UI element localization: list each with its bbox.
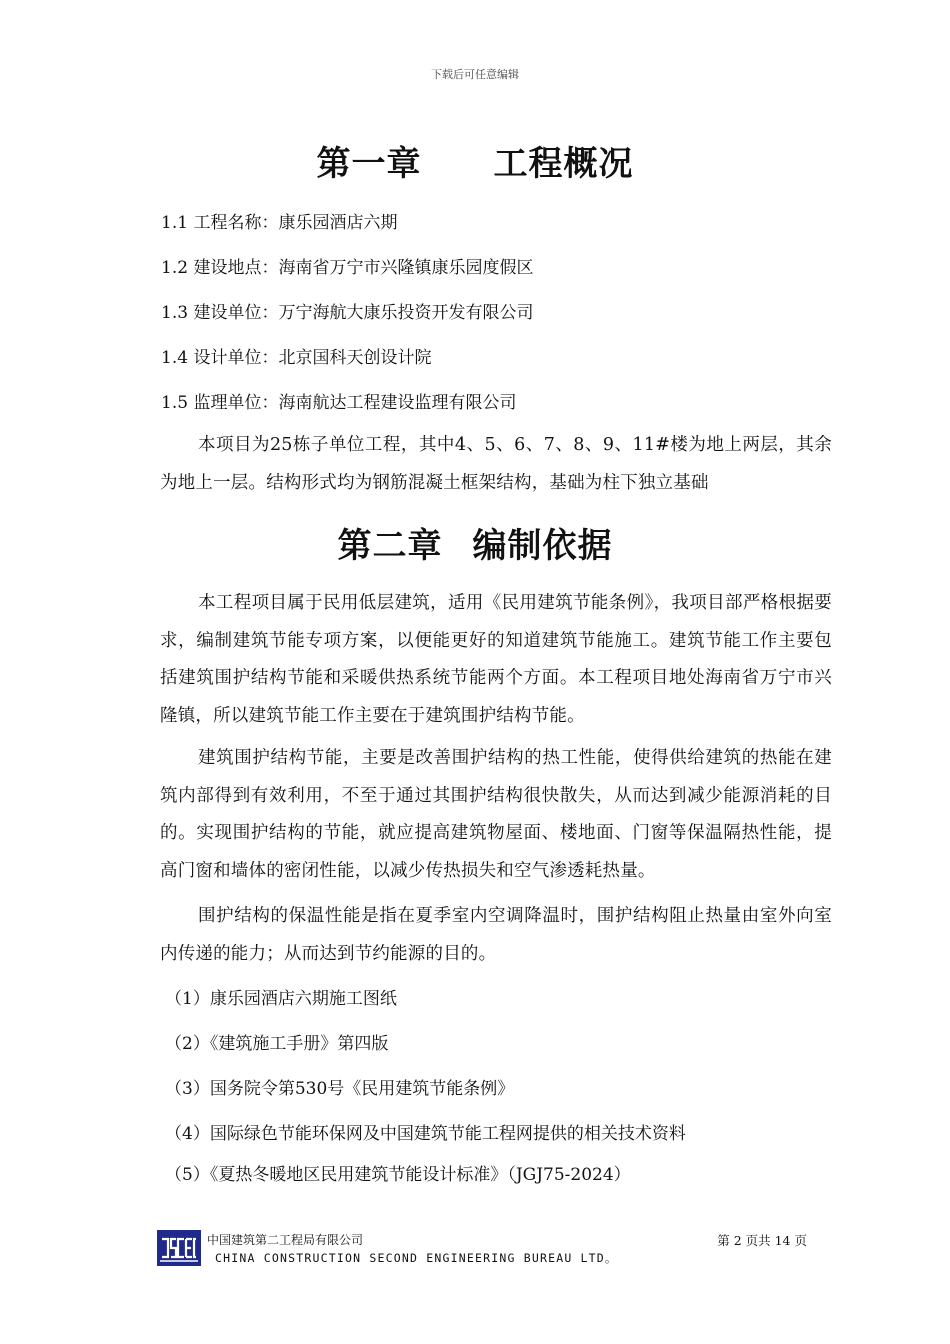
reference-item: （3）国务院令第530号《民用建筑节能条例》	[165, 1079, 515, 1099]
chapter-1-name: 工程概况	[493, 144, 634, 184]
basis-paragraph-1: 本工程项目属于民用低层建筑，适用《民用建筑节能条例》，我项目部严格根据要求，编制建筑节能专项方案，以便能更好的知道建筑节能施工。建筑节能工作主要包括建筑围护结构节能和采暖供热系统节能两个方面。本工程项目地处海南省万宁市兴隆镇，所以建筑节能工作主要在于建筑围护结构节能。	[160, 593, 832, 726]
page-footer	[157, 1228, 807, 1270]
chapter-1-title	[0, 136, 950, 185]
header-note: 下载后可任意编辑	[431, 68, 519, 81]
company-name-en: CHINA CONSTRUCTION SECOND ENGINEERING BUREAU LTD。	[215, 1251, 618, 1265]
project-description: 本项目为25栋子单位工程，其中4、5、6、7、8、9、11#楼为地上两层，其余为地上一层。结构形式均为钢筋混凝土框架结构，基础为柱下独立基础	[160, 435, 832, 493]
supervision-unit: 1.5 监理单位：海南航达工程建设监理有限公司	[161, 393, 517, 413]
page-number: 第 2 页共 14 页	[717, 1233, 807, 1248]
reference-item: （4）国际绿色节能环保网及中国建筑节能工程网提供的相关技术资料	[165, 1124, 686, 1144]
project-name: 1.1 工程名称：康乐园酒店六期	[161, 213, 398, 233]
design-unit: 1.4 设计单位：北京国科天创设计院	[161, 348, 432, 368]
construction-unit: 1.3 建设单位：万宁海航大康乐投资开发有限公司	[161, 303, 534, 323]
reference-item: （2）《建筑施工手册》第四版	[165, 1034, 389, 1054]
chapter-2-number: 第二章	[337, 526, 443, 566]
chapter-1-number: 第一章	[316, 144, 422, 184]
company-name-cn: 中国建筑第二工程局有限公司	[207, 1233, 364, 1247]
reference-item: （1）康乐园酒店六期施工图纸	[165, 989, 397, 1009]
chapter-2-title	[0, 518, 950, 567]
chapter-2-name: 编制依据	[472, 526, 613, 566]
reference-item: （5）《夏热冬暖地区民用建筑节能设计标准》（JGJ75-2024）	[165, 1165, 631, 1185]
project-location: 1.2 建设地点：海南省万宁市兴隆镇康乐园度假区	[161, 258, 534, 278]
basis-paragraph-3: 围护结构的保温性能是指在夏季室内空调降温时，围护结构阻止热量由室外向室内传递的能力；从而达到节约能源的目的。	[160, 906, 832, 964]
basis-paragraph-2: 建筑围护结构节能，主要是改善围护结构的热工性能，使得供给建筑的热能在建筑内部得到有效利用，不至于通过其围护结构很快散失，从而达到减少能源消耗的目的。实现围护结构的节能，就应提高建筑物屋面、楼地面、门窗等保温隔热性能，提高门窗和墙体的密闭性能，以减少传热损失和空气渗透耗热量。	[160, 748, 832, 881]
cscec-logo-icon	[157, 1230, 201, 1266]
